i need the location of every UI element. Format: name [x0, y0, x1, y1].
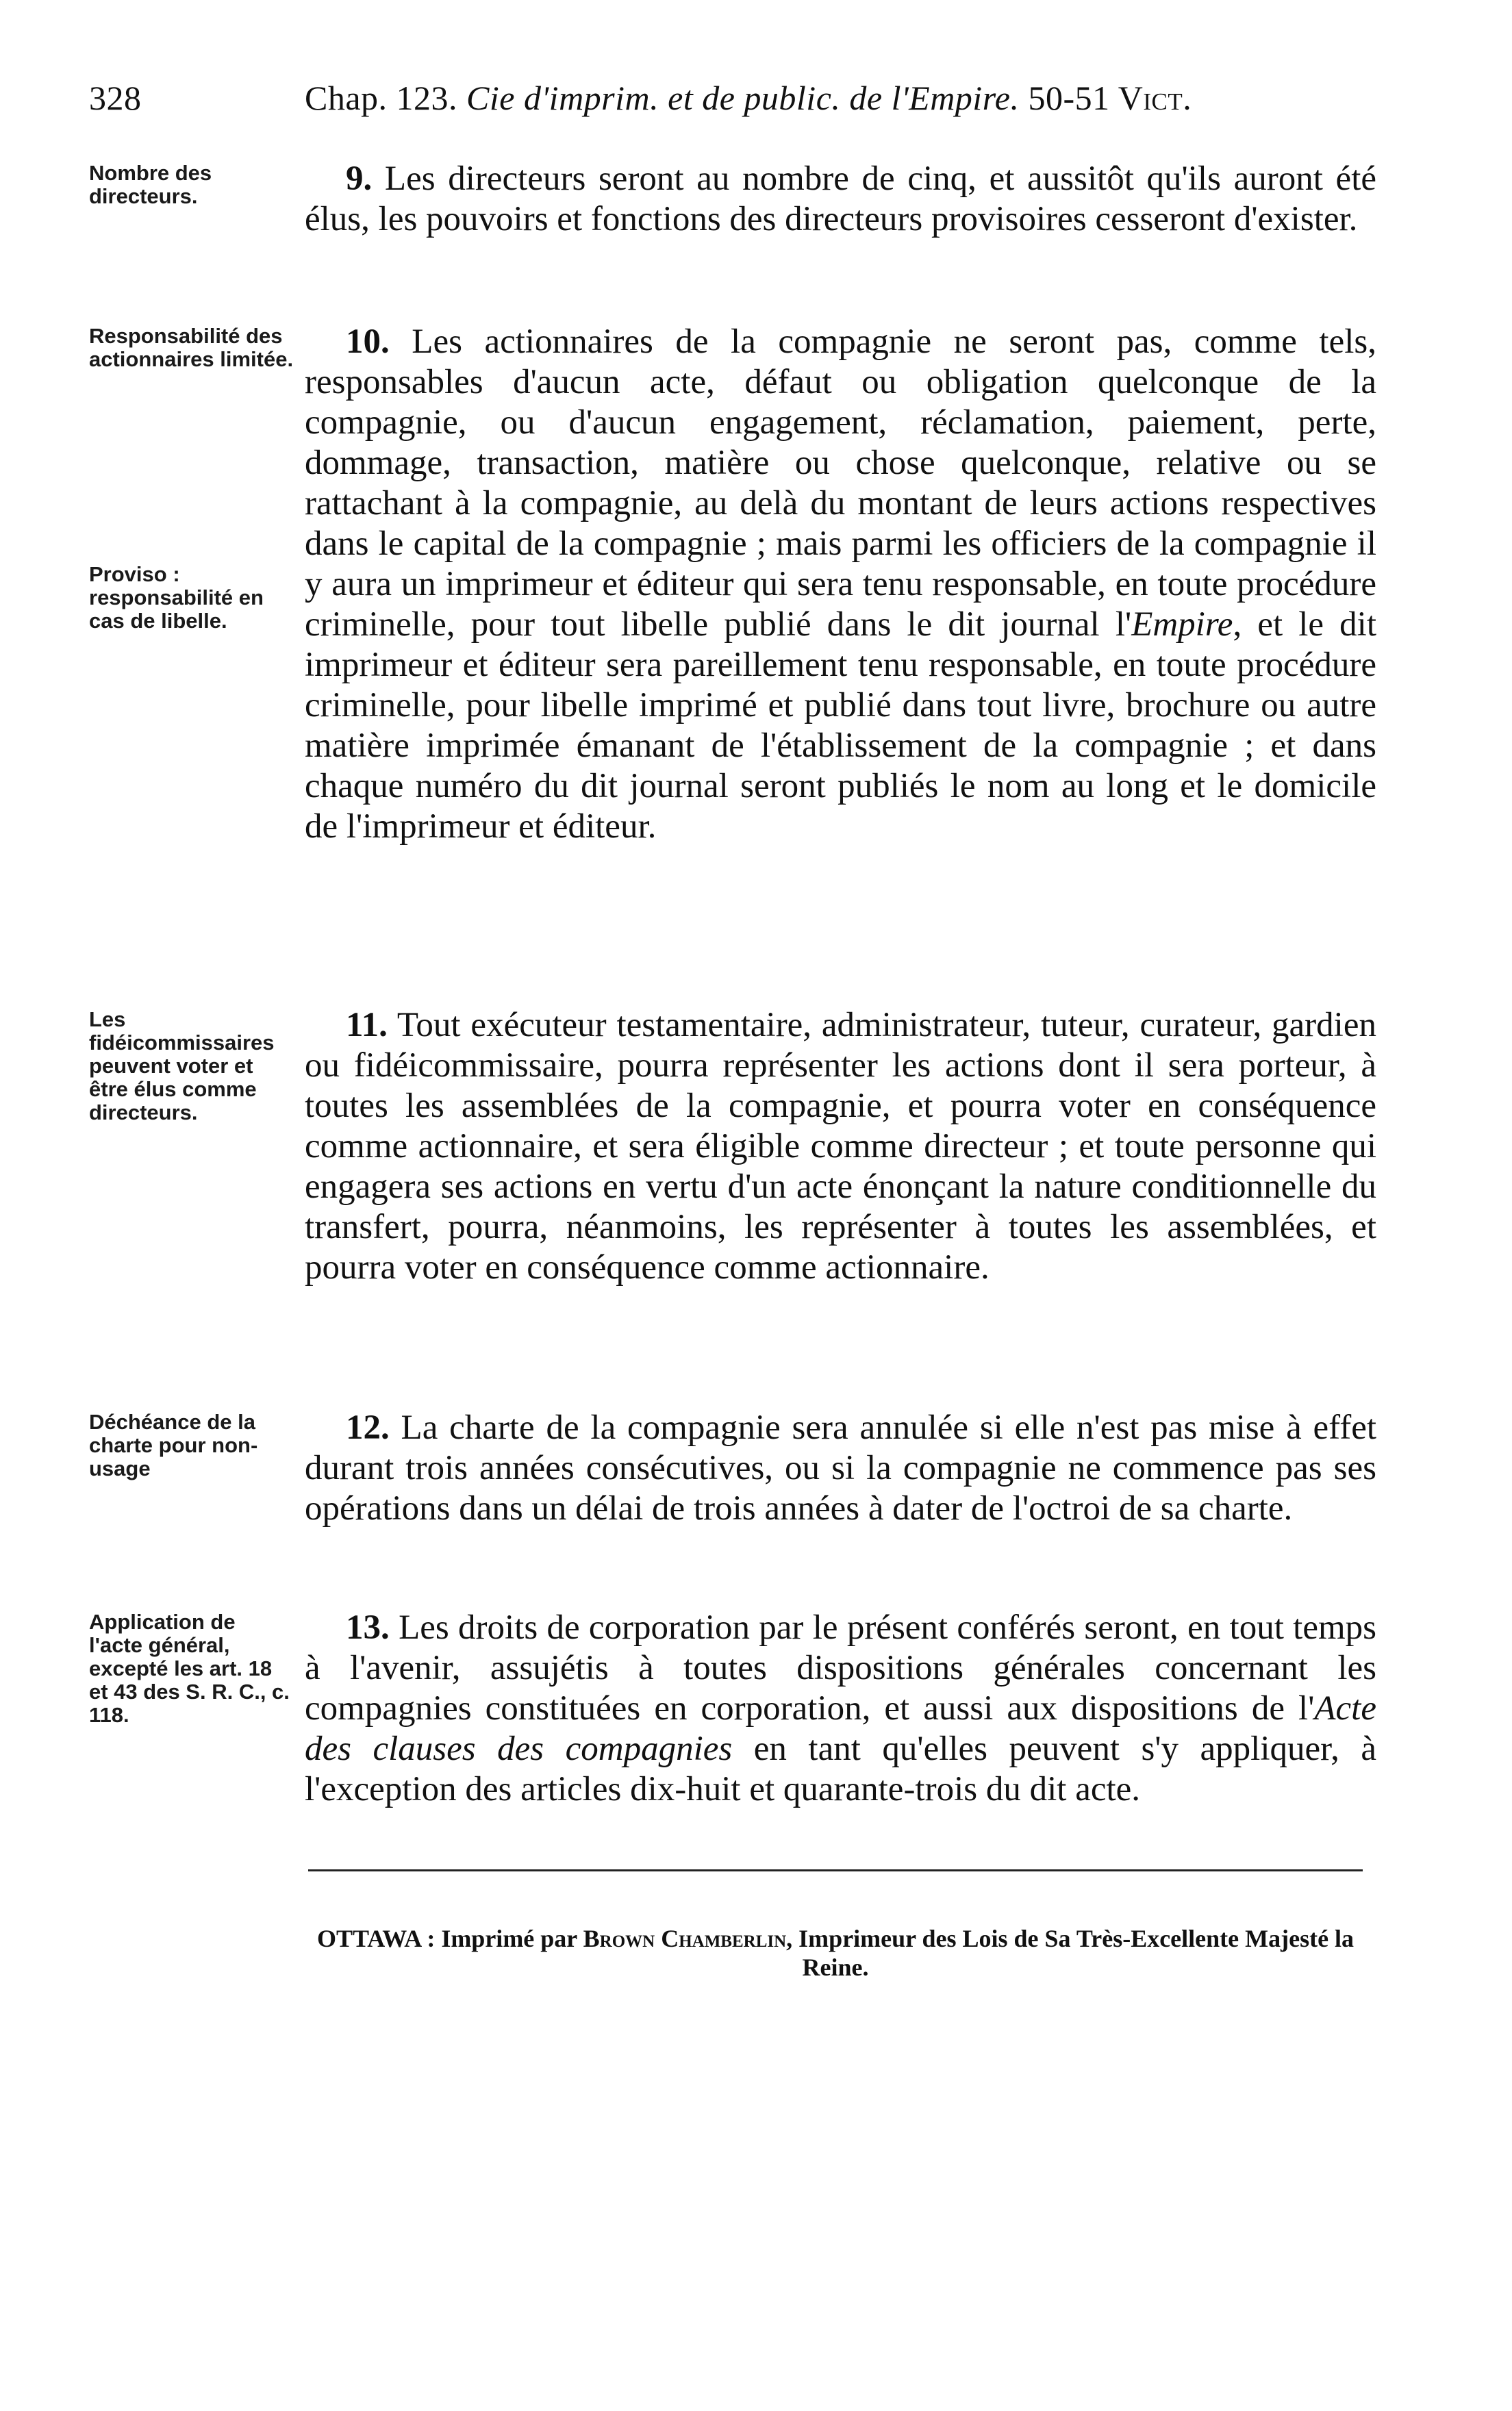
imprint-place: OTTAWA :	[316, 1925, 436, 1952]
section-13-body-b: en tant qu'elles peuvent s'y appliquer, à l'exception des articles dix-huit et quarante-trois du dit acte.	[305, 1730, 1376, 1808]
section-number: 10.	[346, 323, 390, 361]
imprint-printed-by: Imprimé par	[441, 1925, 577, 1952]
chapter-label: Chap. 123.	[305, 79, 458, 117]
section-12-body: La charte de la compagnie sera annulée si elle n'est pas mise à effet durant trois années consécutives, ou si la compagnie ne commence pas ses opérations dans un délai de trois années à dater de l'octroi de sa charte.	[305, 1409, 1376, 1528]
act-title: Acte des clauses des compagnies	[305, 1689, 1376, 1768]
section-13-text	[305, 1608, 1376, 1810]
printer-imprint	[305, 1924, 1366, 1982]
section-9-text	[305, 159, 1376, 240]
running-header	[89, 74, 1376, 122]
section-9-body: Les directeurs seront au nombre de cinq, et aussitôt qu'ils auront été élus, les pouvoirs et fonctions des directeurs provisoires cesseront d'exister.	[305, 160, 1376, 238]
section-10-text	[305, 322, 1376, 847]
margin-note-11: Les fidéicommissaires peuvent voter et être élus comme directeurs.	[89, 1007, 275, 1124]
journal-name: Empire	[1131, 605, 1233, 644]
imprint-printer: Brown Chamberlin,	[583, 1925, 793, 1952]
page-number: 328	[89, 79, 142, 117]
running-title	[305, 74, 1192, 122]
margin-note-10-proviso: Proviso : responsabilité en cas de libelle.	[89, 562, 264, 633]
margin-note-9: Nombre des directeurs.	[89, 161, 212, 208]
section-number: 13.	[346, 1608, 390, 1647]
short-title: Cie d'imprim. et de public. de l'Empire.	[466, 79, 1020, 117]
margin-note-12: Déchéance de la charte pour non-usage	[89, 1410, 258, 1480]
section-12-text	[305, 1408, 1376, 1529]
margin-note-13: Application de l'acte général, excepté les art. 18 et 43 des S. R. C., c. 118.	[89, 1610, 290, 1727]
footer-rule	[308, 1869, 1363, 1871]
section-number: 12.	[346, 1409, 390, 1447]
section-10-body-a: Les actionnaires de la compagnie ne seront pas, comme tels, responsables d'aucun acte, défaut ou obligation quelconque de la compagnie, ou d'aucun engagement, réclamation, paiement, perte, dommage, transaction, matière ou chose quelconque, relative ou se rattachant à la compagnie, au delà du montant de leurs actions respectives dans le capital de la compagnie ; mais parmi les officiers de la compagnie il y aura un imprimeur et éditeur qui sera tenu responsable, en toute procédure criminelle, pour tout libelle publié dans le dit journal l'	[305, 323, 1377, 644]
regnal-year: 50-51 Vict.	[1028, 79, 1192, 117]
section-number: 11.	[346, 1006, 388, 1044]
section-10-body-b: , et le dit imprimeur et éditeur sera pareillement tenu responsable, en toute procédure criminelle, pour libelle imprimé et publié dans tout livre, brochure ou autre matière imprimée émanant de l'établissement de la compagnie ; et dans chaque numéro du dit journal seront publiés le nom au long et le domicile de l'imprimeur et éditeur.	[305, 605, 1376, 846]
margin-note-10: Responsabilité des actionnaires limitée.	[89, 324, 294, 371]
imprint-rest: Imprimeur des Lois de Sa Très-Excellente Majesté la Reine.	[798, 1925, 1354, 1981]
section-11-body: Tout exécuteur testamentaire, administrateur, tuteur, curateur, gardien ou fidéicommissaire, pourra représenter les actions dont il sera porteur, à toutes les assemblées de la compagnie, et pourra voter en conséquence comme actionnaire, et sera éligible comme directeur ; et toute personne qui engagera ses actions en vertu d'un acte énonçant la nature conditionnelle du transfert, pourra, néanmoins, les représenter à toutes les assemblées, et pourra voter en conséquence comme actionnaire.	[305, 1006, 1376, 1287]
section-13-body-a: Les droits de corporation par le présent conférés seront, en tout temps à l'avenir, assujétis à toutes dispositions générales concernant les compagnies constituées en corporation, et aussi aux dispositions de l'	[305, 1608, 1377, 1728]
section-number: 9.	[346, 160, 373, 198]
section-11-text	[305, 1005, 1376, 1288]
